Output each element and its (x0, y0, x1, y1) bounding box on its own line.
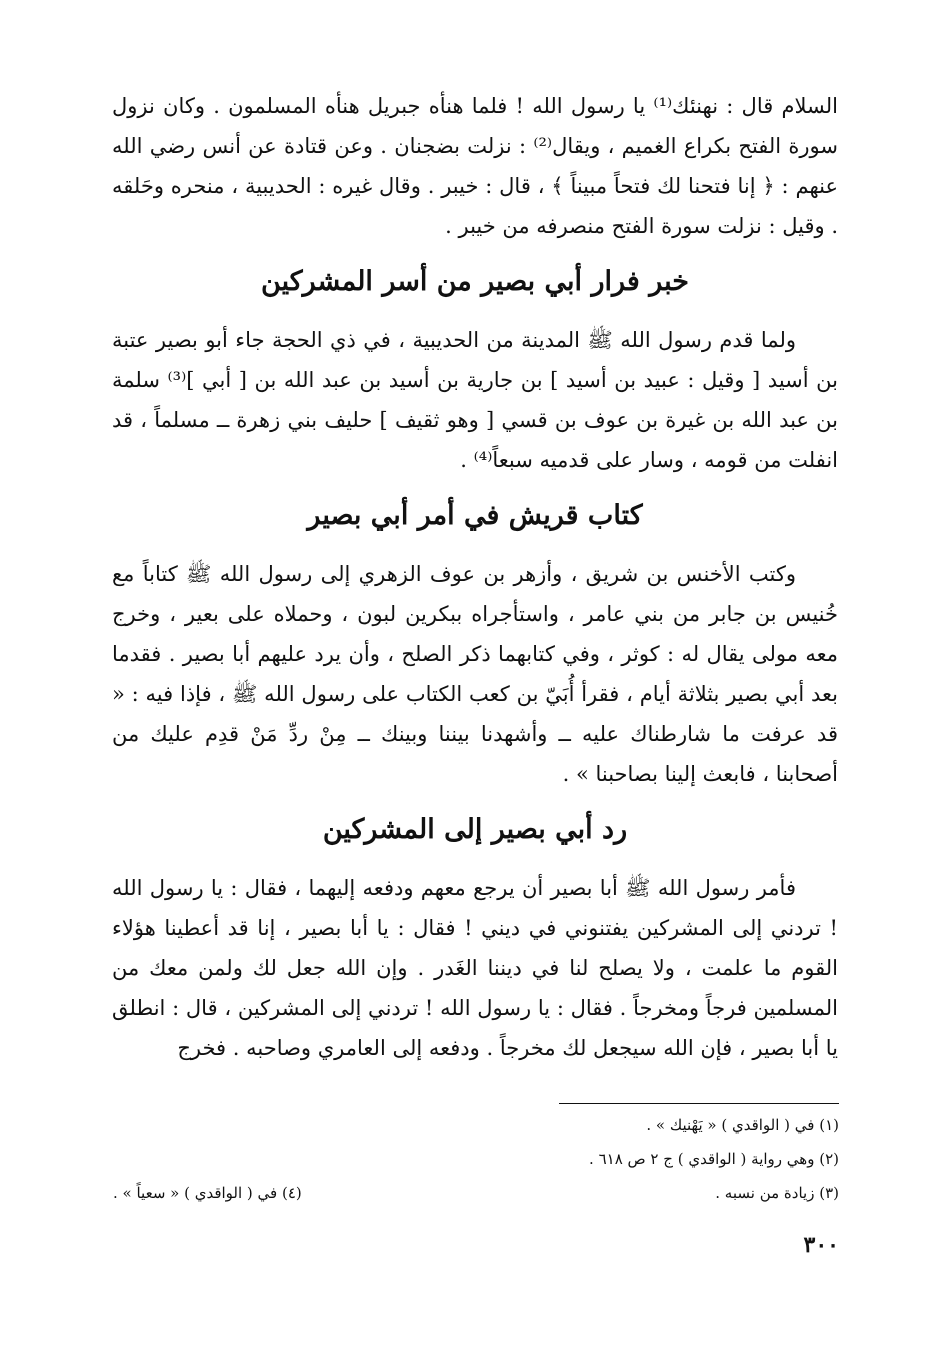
footnote-2: (٢) وهي رواية ( الواقدي ) ج ٢ ص ٦١٨ . (589, 1150, 839, 1168)
footnote-4: (٤) في ( الواقدي ) « سعياً » . (113, 1184, 302, 1202)
intro-paragraph: السلام قال : نهنئك⁽¹⁾ يا رسول الله ! فلما هنأه جبريل هنأه المسلمون . وكان نزول سورة الفتح بكراع الغميم ، ويقال⁽²⁾ : نزلت بضجنان . وعن قتادة عن أنس رضي الله عنهم : ﴿ إنا فتحنا لك فتحاً مبيناً ﴾ ، قال : خيبر . وقال غيره : الحديبية ، منحره وحَلقه . وقيل : نزلت سورة الفتح منصرفه من خيبر . (112, 94, 838, 238)
footnote-1: (١) في ( الواقدي ) « يَهْنيك » . (646, 1116, 839, 1134)
footnote-row (113, 1142, 839, 1176)
section-body-return-to-polytheists: فأمر رسول الله ﷺ أبا بصير أن يرجع معهم ودفعه إليهما ، فقال : يا رسول الله ! تردني إلى المشركين يفتنوني في ديني ! فقال : يا أبا بصير ، إنا قد أعطينا هؤلاء القوم ما علمت ، ولا يصلح لنا في ديننا الغَدر . وإن الله جعل لك ولمن معك من المسلمين فرجاً ومخرجاً . فقال : يا رسول الله ! تردني إلى المشركين ، قال : انطلق يا أبا بصير ، فإن الله سيجعل لك مخرجاً . ودفعه إلى العامري وصاحبه . فخرج (112, 876, 838, 1060)
section-body-quraysh-letter: وكتب الأخنس بن شريق ، وأزهر بن عوف الزهري إلى رسول الله ﷺ كتاباً مع خُنيس بن جابر من بني عامر ، واستأجراه ببكرين لبون ، وحملاه على بعير ، وخرج معه مولى يقال له : كوثر ، وفي كتابهما ذكر الصلح ، وأن يرد عليهم أبا بصير . فقدما بعد أبي بصير بثلاثة أيام ، فقرأ أُبَيّ بن كعب الكتاب على رسول الله ﷺ ، فإذا فيه : « قد عرفت ما شارطناك عليه ــ وأشهدنا بيننا وبينك ــ مِنْ ردِّ مَنْ قدِم عليك من أصحابنا ، فابعث إلينا بصاحبنا » . (112, 562, 838, 786)
section-body-abu-basir-escape: ولما قدم رسول الله ﷺ المدينة من الحديبية ، في ذي الحجة جاء أبو بصير عتبة بن أسيد [ وقيل : عبيد بن أسيد ] بن جارية بن أسيد بن عبد الله بن [ أبي ]⁽³⁾ سلمة بن عبد الله بن غيرة بن عوف بن قسي [ وهو ثقيف ] حليف بني زهرة ــ مسلماً ، قد انفلت من قومه ، وسار على قدميه سبعاً⁽⁴⁾ . (112, 328, 838, 472)
footnotes (113, 1108, 839, 1210)
page-number: ٣٠٠ (803, 1232, 839, 1258)
footnote-row (113, 1176, 839, 1210)
section-heading-return-to-polytheists: رد أبي بصير إلى المشركين (322, 814, 628, 845)
footnote-row (113, 1108, 839, 1142)
page-content (112, 86, 838, 1068)
footnote-3: (٣) زيادة من نسبه . (715, 1184, 839, 1202)
footnote-divider (559, 1103, 839, 1104)
section-heading-quraysh-letter: كتاب قريش في أمر أبي بصير (307, 500, 643, 531)
section-heading-abu-basir-escape: خبر فرار أبي بصير من أسر المشركين (261, 266, 689, 297)
